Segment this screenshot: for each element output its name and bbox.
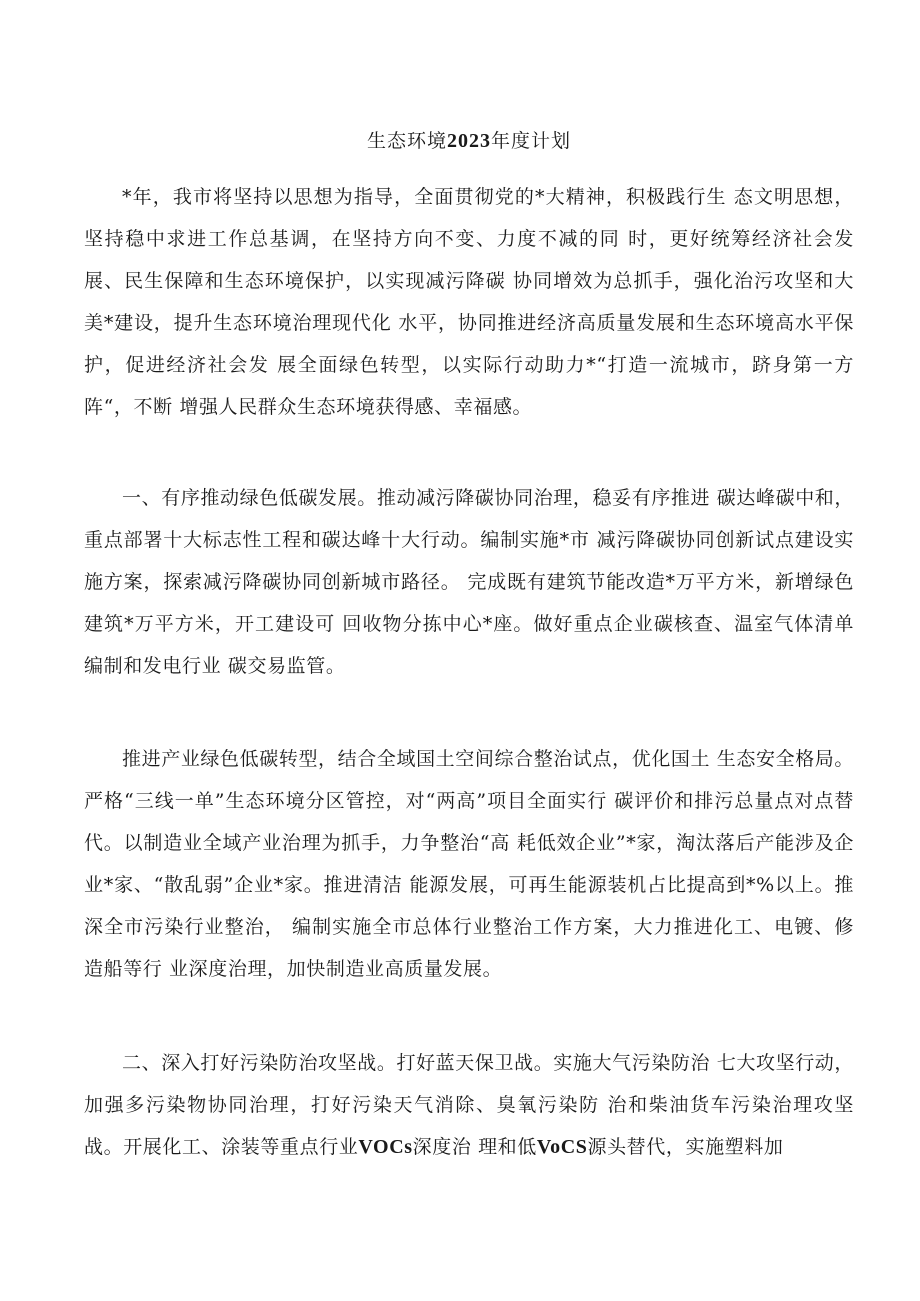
- term-vocs: VOCs: [358, 1136, 413, 1158]
- document-page: [84, 0, 854, 1301]
- document-title: [84, 126, 854, 156]
- para4-text-a: 二、深入打好污染防治攻坚战。打好蓝天保卫战。实施大气污染防治 七大攻坚行动，加强多污染物协同治理，打好污染天气消除、臭氧污染防 治和柴油货车污染治理攻坚战。开展化工、涂装等重点行业: [84, 1052, 854, 1158]
- term-vocs-2: VoCS: [536, 1136, 588, 1158]
- title-prefix: 生态环境: [366, 130, 447, 152]
- paragraph-industry-transition: 推进产业绿色低碳转型，结合全域国土空间综合整治试点，优化国土 生态安全格局。严格“三线一单”生态环境分区管控，对“两高”项目全面实行 碳评价和排污总量点对点替代。以制造业全域产业治理为抓手，力争整治“高 耗低效企业”*家，淘汰落后产能涉及企业*家、“散乱弱”企业*家。推进清洁 能源发展，可再生能源装机占比提高到*%以上。推深全市污染行业整治， 编制实施全市总体行业整治工作方案，大力推进化工、电镀、修造船等行 业深度治理，加快制造业高质量发展。: [84, 748, 854, 980]
- para4-text-b: 深度治 理和低: [412, 1136, 537, 1158]
- title-suffix: 年度计划: [491, 130, 572, 152]
- paragraph-pollution-control: [84, 1042, 854, 1168]
- paragraph-intro: *年，我市将坚持以思想为指导，全面贯彻党的*大精神，积极践行生 态文明思想，坚持稳中求进工作总基调，在坚持方向不变、力度不减的同 时，更好统筹经济社会发展、民生保障和生态环境保护，以实现减污降碳 协同增效为总抓手，强化治污攻坚和大美*建设，提升生态环境治理现代化 水平，协同推进经济高质量发展和生态环境高水平保护，促进经济社会发 展全面绿色转型，以实际行动助力*“打造一流城市，跻身第一方阵“，不断 增强人民群众生态环境获得感、幸福感。: [84, 186, 854, 418]
- paragraph-green-low-carbon: 一、有序推动绿色低碳发展。推动减污降碳协同治理，稳妥有序推进 碳达峰碳中和，重点部署十大标志性工程和碳达峰十大行动。编制实施*市 减污降碳协同创新试点建设实施方案，探索减污降碳协同创新城市路径。 完成既有建筑节能改造*万平方米，新增绿色建筑*万平方米，开工建设可 回收物分拣中心*座。做好重点企业碳核查、温室气体清单编制和发电行业 碳交易监管。: [84, 487, 854, 677]
- title-year: 2023: [447, 130, 491, 152]
- para4-text-c: 源头替代，实施塑料加: [587, 1136, 784, 1158]
